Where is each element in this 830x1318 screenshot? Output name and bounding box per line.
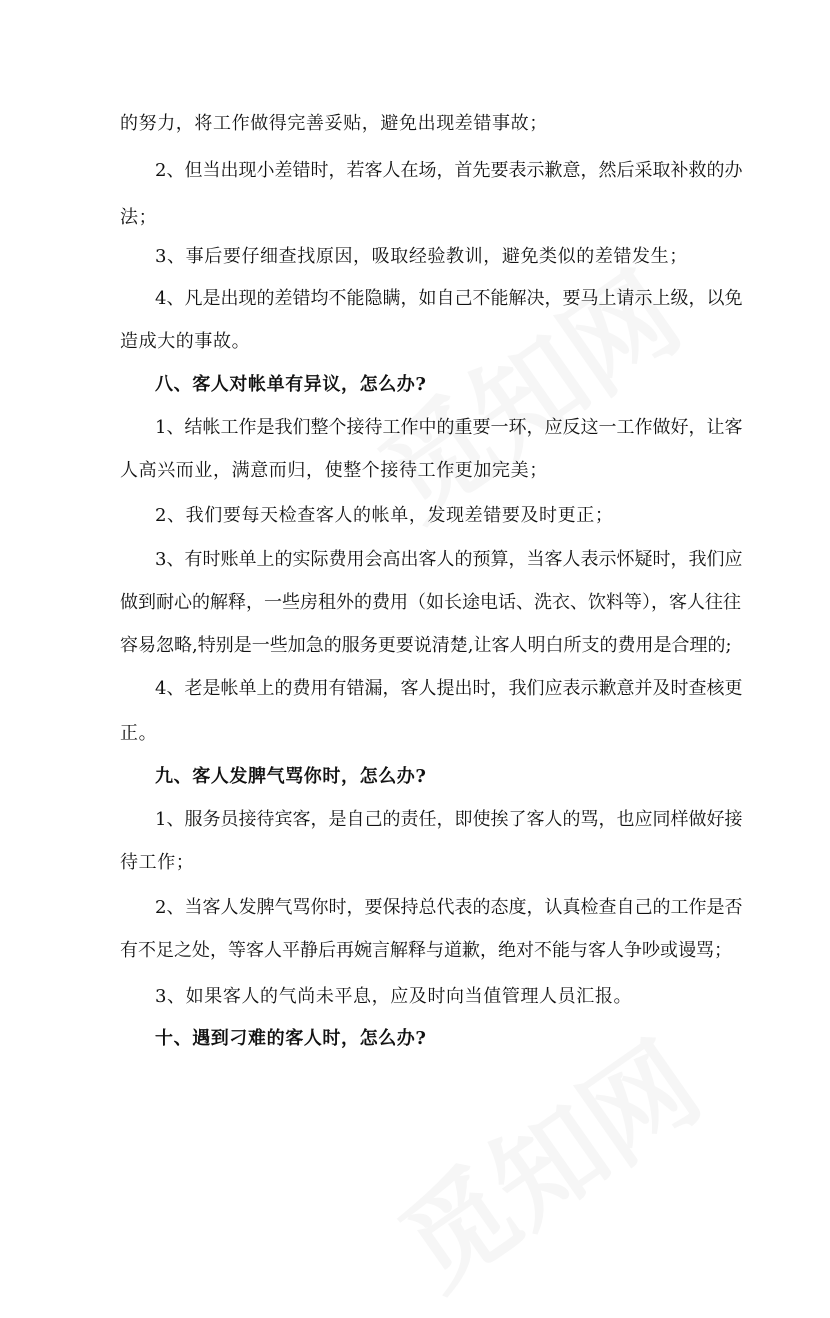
paragraph-line: 2、我们要每天检查客人的帐单，发现差错要及时更正； (155, 505, 614, 526)
paragraph-line: 造成大的事故。 (120, 331, 251, 352)
paragraph-line: 3、有时账单上的实际费用会高出客人的预算，当客人表示怀疑时，我们应 (155, 549, 743, 570)
paragraph-line: 3、事后要仔细查找原因，吸取经验教训，避免类似的差错发生； (155, 246, 688, 267)
paragraph-line: 的努力，将工作做得完善妥贴，避免出现差错事故； (120, 113, 548, 134)
paragraph-line: 1、结帐工作是我们整个接待工作中的重要一环，应反这一工作做好，让客 (155, 417, 743, 438)
paragraph-line: 有不足之处，等客人平静后再婉言解释与道歉，绝对不能与客人争吵或谩骂； (120, 940, 732, 961)
paragraph-line: 容易忽略,特别是一些加急的服务更要说清楚,让客人明白所支的费用是合理的; (120, 635, 732, 656)
paragraph-line: 做到耐心的解释，一些房租外的费用（如长途电话、洗衣、饮料等），客人往往 (120, 592, 741, 613)
section-heading: 十、遇到刁难的客人时，怎么办? (155, 1028, 427, 1049)
paragraph-line: 2、当客人发脾气骂你时，要保持总代表的态度，认真检查自己的工作是否 (155, 897, 743, 918)
paragraph-line: 4、凡是出现的差错均不能隐瞒，如自己不能解决，要马上请示上级，以免 (155, 288, 743, 309)
paragraph-line: 正。 (120, 723, 158, 744)
section-heading: 八、客人对帐单有异议，怎么办? (155, 374, 427, 395)
paragraph-line: 1、服务员接待宾客，是自己的责任，即使挨了客人的骂，也应同样做好接 (155, 809, 743, 830)
paragraph-line: 3、如果客人的气尚未平息，应及时向当值管理人员汇报。 (155, 986, 633, 1007)
paragraph-line: 人高兴而业，满意而归，使整个接待工作更加完美； (120, 460, 548, 481)
paragraph-line: 2、但当出现小差错时，若客人在场，首先要表示歉意，然后采取补救的办 (155, 160, 743, 181)
section-heading: 九、客人发脾气骂你时，怎么办? (155, 766, 427, 787)
paragraph-line: 4、老是帐单上的费用有错漏，客人提出时，我们应表示歉意并及时查核更 (155, 678, 743, 699)
paragraph-line: 待工作； (120, 852, 195, 873)
paragraph-line: 法； (120, 207, 158, 228)
